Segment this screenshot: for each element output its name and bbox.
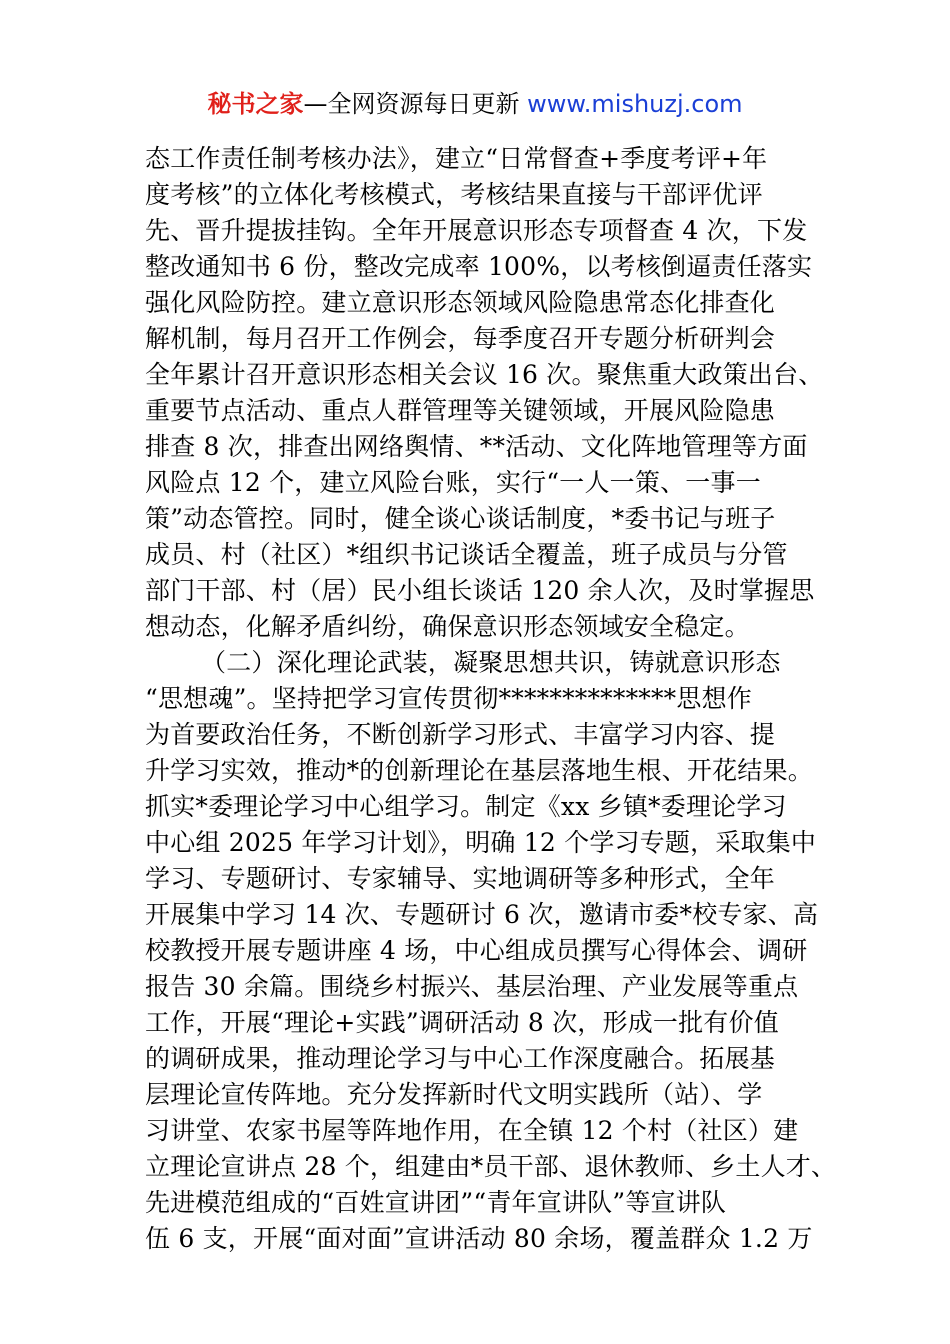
header-slogan: —全网资源每日更新 [303, 90, 528, 118]
text-line: 先、晋升提拔挂钩。全年开展意识形态专项督查 4 次，下发 [145, 216, 808, 245]
text-line: 想动态，化解矛盾纠纷，确保意识形态领域安全稳定。 [145, 612, 750, 641]
text-line: 升学习实效，推动*的创新理论在基层落地生根、开花结果。 [145, 756, 813, 785]
text-line: 整改通知书 6 份，整改完成率 100%，以考核倒逼责任落实 [145, 252, 813, 281]
text-line: 排查 8 次，排查出网络舆情、**活动、文化阵地管理等方面 [145, 432, 808, 461]
text-line: 全年累计召开意识形态相关会议 16 次。聚焦重大政策出台、 [145, 360, 824, 389]
text-line: 报告 30 余篇。围绕乡村振兴、基层治理、产业发展等重点 [145, 972, 799, 1001]
section-heading-line: （二）深化理论武装，凝聚思想共识，铸就意识形态 [201, 648, 781, 677]
header-url-link[interactable]: www.mishuzj.com [527, 90, 743, 118]
text-line: 度考核”的立体化考核模式，考核结果直接与干部评优评 [145, 180, 763, 209]
text-line: 为首要政治任务，不断创新学习形式、丰富学习内容、提 [145, 720, 776, 749]
text-line: 学习、专题研讨、专家辅导、实地调研等多种形式，全年 [145, 864, 776, 893]
text-line: 工作，开展“理论+实践”调研活动 8 次，形成一批有价值 [145, 1008, 779, 1037]
text-line: “思想魂”。坚持把学习宣传贯彻**************思想作 [145, 684, 752, 713]
text-line: 立理论宣讲点 28 个，组建由*员干部、退休教师、乡土人才、 [145, 1152, 837, 1181]
text-line: 策”动态管控。同时，健全谈心谈话制度，*委书记与班子 [145, 504, 776, 533]
text-line: 开展集中学习 14 次、专题研讨 6 次，邀请市委*校专家、高 [145, 900, 819, 929]
text-line: 风险点 12 个，建立风险台账，实行“一人一策、一事一 [145, 468, 761, 497]
text-line: 的调研成果，推动理论学习与中心工作深度融合。拓展基 [145, 1044, 776, 1073]
text-line: 重要节点活动、重点人群管理等关键领域，开展风险隐患 [145, 396, 776, 425]
text-line: 部门干部、村（居）民小组长谈话 120 余人次，及时掌握思 [145, 576, 815, 605]
text-line: 校教授开展专题讲座 4 场，中心组成员撰写心得体会、调研 [145, 936, 808, 965]
page-header [0, 86, 950, 122]
text-line: 中心组 2025 年学习计划》，明确 12 个学习专题，采取集中 [145, 828, 817, 857]
header-brand: 秘书之家 [207, 90, 304, 118]
text-line: 抓实*委理论学习中心组学习。制定《xx 乡镇*委理论学习 [145, 792, 787, 821]
text-line: 态工作责任制考核办法》，建立“日常督查+季度考评+年 [145, 144, 768, 173]
text-line: 先进模范组成的“百姓宣讲团”“青年宣讲队”等宣讲队 [145, 1188, 727, 1217]
text-line: 解机制，每月召开工作例会，每季度召开专题分析研判会 [145, 324, 776, 353]
text-line: 层理论宣传阵地。充分发挥新时代文明实践所（站）、学 [145, 1080, 763, 1109]
text-line: 习讲堂、农家书屋等阵地作用，在全镇 12 个村（社区）建 [145, 1116, 799, 1145]
text-line: 成员、村（社区）*组织书记谈话全覆盖，班子成员与分管 [145, 540, 788, 569]
text-line: 强化风险防控。建立意识形态领域风险隐患常态化排查化 [145, 288, 776, 317]
document-body [145, 141, 837, 1257]
text-line: 伍 6 支，开展“面对面”宣讲活动 80 余场，覆盖群众 1.2 万 [145, 1224, 813, 1253]
